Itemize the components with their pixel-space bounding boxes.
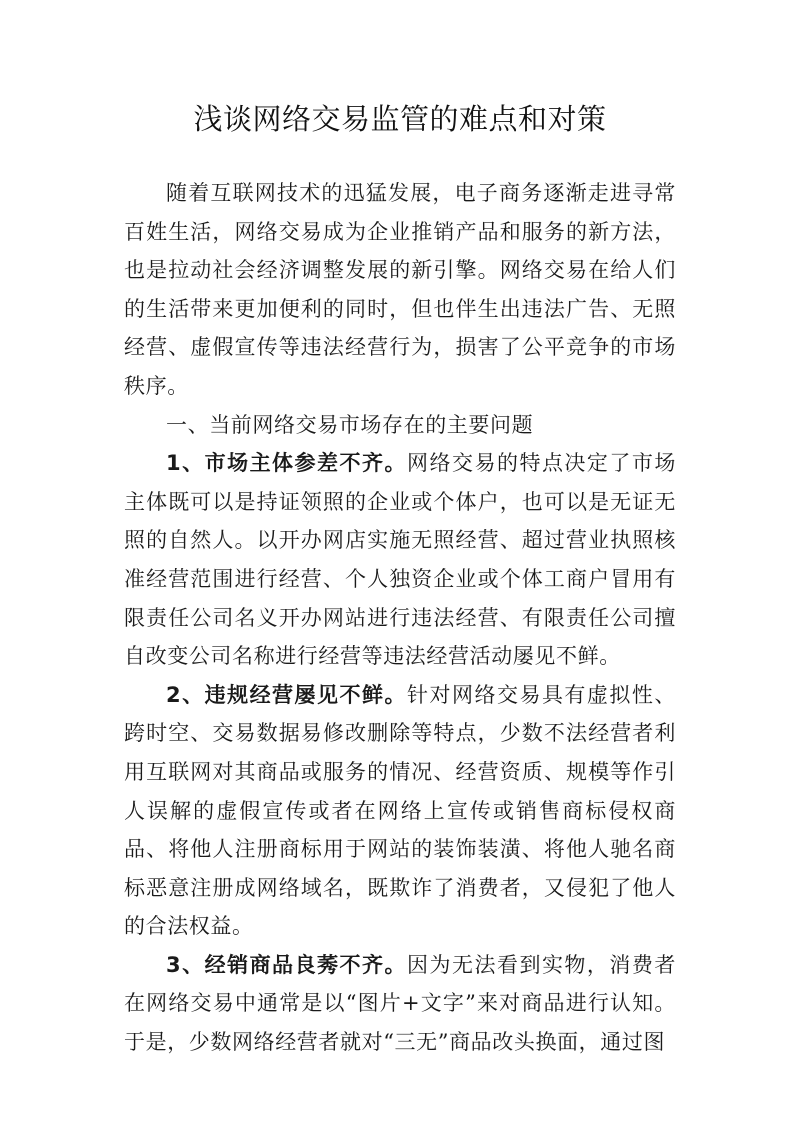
problem-text-2: 针对网络交易具有虚拟性、跨时空、交易数据易修改删除等特点，少数不法经营者利用互联网对其商品或服务的情况、经营资质、规模等作引人误解的虚假宣传或者在网络上宣传或销售商标侵权商品、将他人注册商标用于网站的装饰装潢、将他人驰名商标恶意注册成网络域名，既欺诈了消费者，又侵犯了他人的合法权益。 (124, 682, 676, 939)
problem-paragraph-1 (124, 444, 676, 676)
intro-paragraph: 随着互联网技术的迅猛发展，电子商务逐渐走进寻常百姓生活，网络交易成为企业推销产品和服务的新方法，也是拉动社会经济调整发展的新引擎。网络交易在给人们的生活带来更加便利的同时，但也伴生出违法广告、无照经营、虚假宣传等违法经营行为，损害了公平竞争的市场秩序。 (124, 181, 676, 398)
problem-paragraph-2 (124, 676, 676, 946)
section-heading: 一、当前网络交易市场存在的主要问题 (166, 412, 534, 437)
problem-lead-3: 3、经销商品良莠不齐。 (166, 952, 407, 977)
problem-paragraph-3 (124, 946, 676, 1062)
problem-text-3: 因为无法看到实物，消费者在网络交易中通常是以“图片+文字”来对商品进行认知。于是，少数网络经营者就对“三无”商品改头换面，通过图 (124, 952, 676, 1055)
document-title: 浅谈网络交易监管的难点和对策 (193, 102, 607, 136)
problem-lead-2: 2、违规经营屡见不鲜。 (166, 682, 407, 707)
problem-lead-1: 1、市场主体参差不齐。 (166, 451, 407, 476)
problem-text-1: 网络交易的特点决定了市场主体既可以是持证领照的企业或个体户，也可以是无证无照的自然人。以开办网店实施无照经营、超过营业执照核准经营范围进行经营、个人独资企业或个体工商户冒用有限责任公司名义开办网站进行违法经营、有限责任公司擅自改变公司名称进行经营等违法经营活动屡见不鲜。 (124, 451, 676, 669)
